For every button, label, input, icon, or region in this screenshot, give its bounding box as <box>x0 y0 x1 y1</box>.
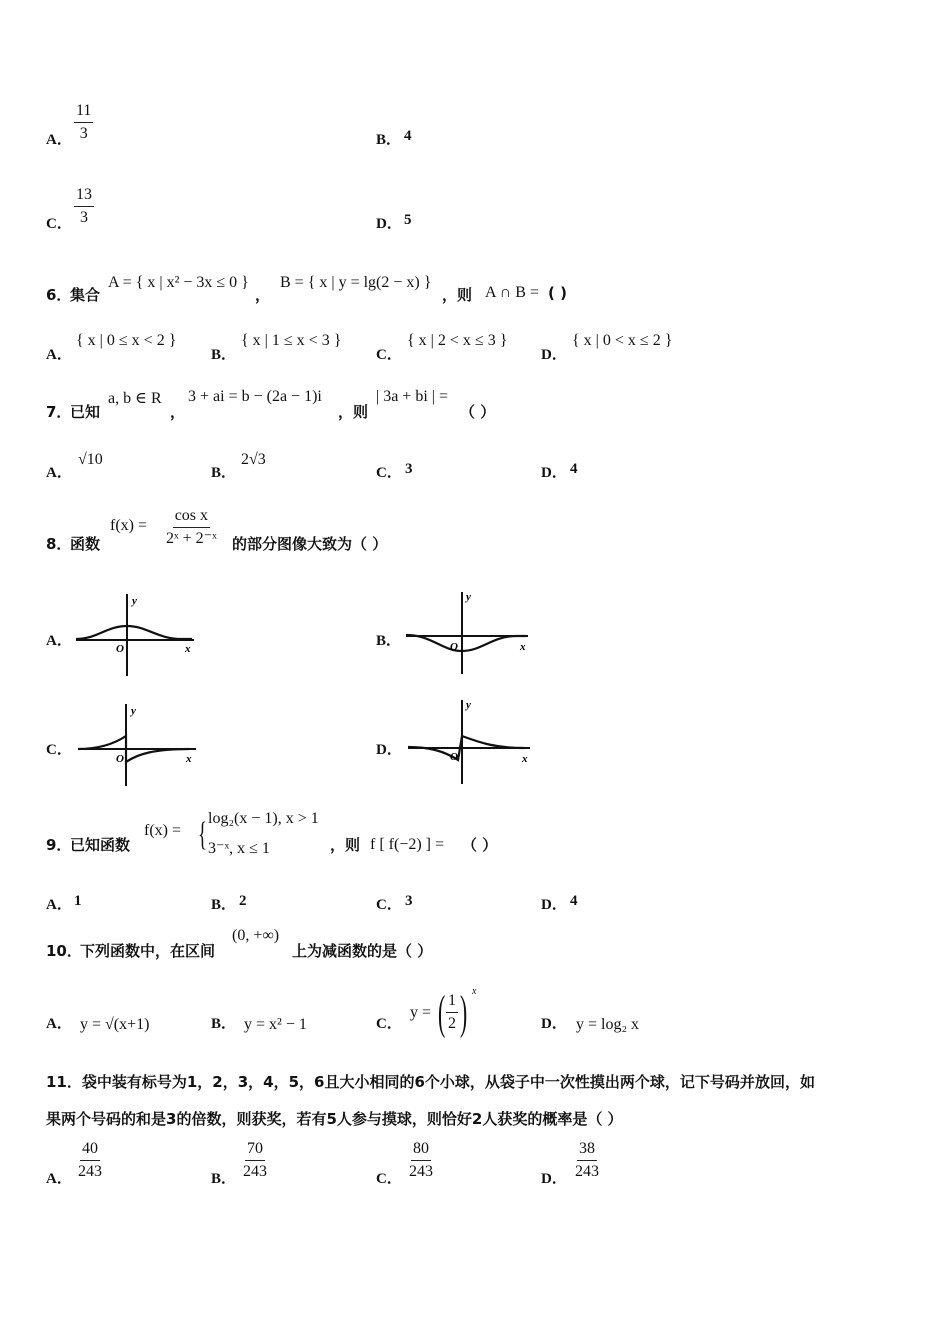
q9-option-a: 1 <box>74 893 82 909</box>
q7-option-b: 2√3 <box>241 451 266 468</box>
q8-graph-d <box>404 696 534 788</box>
q5-option-d-label: D． <box>376 216 402 232</box>
q6-paren: ( ) <box>548 284 567 302</box>
y-label: y <box>466 699 471 711</box>
y-label: y <box>132 595 137 607</box>
q11-b-denominator: 243 <box>243 1163 267 1180</box>
q6-option-c: { x | 2 < x ≤ 3 } <box>407 332 508 349</box>
q5-option-d: 5 <box>404 212 412 228</box>
q8-function-lhs: f(x) = <box>110 517 148 534</box>
q10-option-c-right-paren: ) <box>460 986 468 1039</box>
q8-graph-a <box>72 590 197 678</box>
q6-option-a-label: A． <box>46 347 72 363</box>
q11-option-c-fraction <box>407 1138 435 1183</box>
q11-option-b-label: B． <box>211 1171 237 1187</box>
q11-d-denominator: 243 <box>575 1163 599 1180</box>
q8-lead: 函数 <box>70 535 101 553</box>
q5-option-c-fraction <box>74 184 94 229</box>
q6-option-d: { x | 0 < x ≤ 2 } <box>572 332 673 349</box>
q6-separator: ， <box>255 286 271 304</box>
q6-set-a: A = { x | x² − 3x ≤ 0 } <box>108 274 249 291</box>
q11-a-numerator: 40 <box>80 1138 100 1161</box>
q7-option-c-label: C． <box>376 465 402 481</box>
q6-option-d-label: D． <box>541 347 567 363</box>
q9-brace: { <box>198 816 207 853</box>
q10-tail: 上为减函数的是（ ） <box>292 942 433 960</box>
q7-option-a: √10 <box>78 451 103 468</box>
q9-expression: f [ f(−2) ] = <box>370 836 445 853</box>
q9-option-c-label: C． <box>376 897 402 913</box>
q6-lead: 集合 <box>70 286 101 304</box>
q10-option-c-left-paren: ( <box>438 986 446 1039</box>
q9-option-b-label: B． <box>211 897 237 913</box>
q10-c-denominator: 2 <box>448 1015 456 1032</box>
q5-a-denominator: 3 <box>79 125 88 142</box>
x-label: x <box>520 641 526 653</box>
q10-option-c-fraction <box>446 990 458 1035</box>
q6-option-c-label: C． <box>376 347 402 363</box>
x-label: x <box>186 753 192 765</box>
q7-option-c: 3 <box>405 461 413 477</box>
q10-number: 10． <box>46 942 82 960</box>
q5-a-numerator: 11 <box>74 100 93 123</box>
q5-c-numerator: 13 <box>74 184 94 207</box>
curve <box>406 635 526 651</box>
q5-option-a-fraction <box>74 100 93 145</box>
q8-graph-c <box>74 700 199 788</box>
q11-option-d-fraction <box>573 1138 601 1183</box>
q7-equation: 3 + ai = b − (2a − 1)i <box>188 388 322 405</box>
q5-c-denominator: 3 <box>80 209 88 226</box>
q10-option-d: y = log₂ x <box>576 1016 640 1033</box>
q8-tail: 的部分图像大致为（ ） <box>232 535 388 553</box>
q7-separator: ， <box>170 403 186 421</box>
q10-interval: (0, +∞) <box>232 927 280 944</box>
q7-number: 7． <box>46 403 72 421</box>
q8-numerator: cos x <box>173 505 210 528</box>
q10-option-c-label: C． <box>376 1016 402 1032</box>
q8-option-d-label: D． <box>376 742 402 758</box>
q8-option-b-label: B． <box>376 633 402 649</box>
q9-option-b: 2 <box>239 893 247 909</box>
q6-number: 6． <box>46 286 72 304</box>
q10-option-d-label: D． <box>541 1016 567 1032</box>
origin-label: O <box>450 751 458 763</box>
q7-paren: （ ） <box>460 403 496 421</box>
y-label: y <box>466 591 471 603</box>
q6-option-b-label: B． <box>211 347 237 363</box>
q9-case-1: log₂(x − 1), x > 1 <box>208 810 319 827</box>
q8-number: 8． <box>46 535 72 553</box>
q7-lead: 已知 <box>70 403 101 421</box>
q11-line-2: 果两个号码的和是3的倍数，则获奖，若有5人参与摸球，则恰好2人获奖的概率是（ ） <box>46 1110 623 1128</box>
q11-option-b-fraction <box>241 1138 269 1183</box>
y-label: y <box>131 705 136 717</box>
origin-label: O <box>116 643 124 655</box>
q9-option-c: 3 <box>405 893 413 909</box>
q7-option-b-label: B． <box>211 465 237 481</box>
q6-option-b: { x | 1 ≤ x < 3 } <box>241 332 342 349</box>
origin-label: O <box>450 641 458 653</box>
x-label: x <box>522 753 528 765</box>
q10-option-a: y = √(x+1) <box>80 1016 150 1033</box>
q11-option-a-fraction <box>76 1138 104 1183</box>
q8-function-fraction <box>164 505 219 550</box>
q6-set-b: B = { x | y = lg(2 − x) } <box>280 274 432 291</box>
curve <box>76 626 192 639</box>
q11-line-1: 11．袋中装有标号为1，2，3，4，5，6且大小相同的6个小球，从袋子中一次性摸出两个球，记下号码并放回，如 <box>46 1073 815 1091</box>
q7-option-a-label: A． <box>46 465 72 481</box>
q11-option-d-label: D． <box>541 1171 567 1187</box>
q9-option-a-label: A． <box>46 897 72 913</box>
q6-option-a: { x | 0 ≤ x < 2 } <box>76 332 177 349</box>
q10-option-c-exponent: x <box>472 986 477 997</box>
q5-option-c-label: C． <box>46 216 72 232</box>
q11-c-denominator: 243 <box>409 1163 433 1180</box>
q11-c-numerator: 80 <box>411 1138 431 1161</box>
q11-option-a-label: A． <box>46 1171 72 1187</box>
q11-b-numerator: 70 <box>245 1138 265 1161</box>
origin-label: O <box>116 753 124 765</box>
q8-graph-b <box>402 588 532 676</box>
q5-option-b-label: B． <box>376 132 402 148</box>
q9-option-d: 4 <box>570 893 578 909</box>
q7-tail: ，则 <box>338 403 369 421</box>
q9-option-d-label: D． <box>541 897 567 913</box>
q8-denominator: 2ˣ + 2⁻ˣ <box>166 530 217 547</box>
q9-case-2: 3⁻ˣ, x ≤ 1 <box>208 840 270 857</box>
q8-option-c-label: C． <box>46 742 72 758</box>
q9-tail: ，则 <box>330 836 361 854</box>
q11-d-numerator: 38 <box>577 1138 597 1161</box>
q10-option-b: y = x² − 1 <box>244 1016 307 1033</box>
q10-option-b-label: B． <box>211 1016 237 1032</box>
q9-lead: 已知函数 <box>70 836 131 854</box>
q6-tail: ，则 <box>442 286 473 304</box>
q5-option-b: 4 <box>404 128 412 144</box>
q8-option-a-label: A． <box>46 633 72 649</box>
q9-number: 9． <box>46 836 72 854</box>
q5-option-a-label: A． <box>46 132 72 148</box>
q10-option-a-label: A． <box>46 1016 72 1032</box>
q7-option-d: 4 <box>570 461 578 477</box>
q11-a-denominator: 243 <box>78 1163 102 1180</box>
q10-lead: 下列函数中，在区间 <box>80 942 216 960</box>
q6-expression: A ∩ B = <box>485 284 539 301</box>
q7-condition: a, b ∈ R <box>108 390 162 407</box>
q9-function-lhs: f(x) = <box>144 822 182 839</box>
q10-c-numerator: 1 <box>446 990 458 1013</box>
q7-expression: | 3a + bi | = <box>376 388 448 405</box>
q11-option-c-label: C． <box>376 1171 402 1187</box>
q7-option-d-label: D． <box>541 465 567 481</box>
q9-paren: （ ） <box>462 836 498 854</box>
q10-option-c-prefix: y = <box>410 1004 432 1021</box>
x-label: x <box>185 643 191 655</box>
